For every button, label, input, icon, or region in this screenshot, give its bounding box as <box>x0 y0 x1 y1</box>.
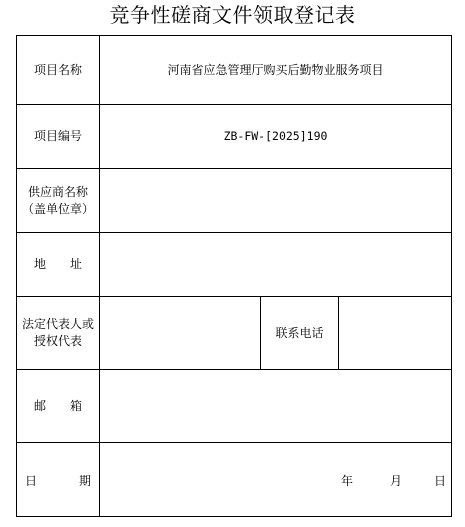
representative-label <box>17 297 99 369</box>
date-year-label: 年 <box>341 474 354 488</box>
project-name-label: 项目名称 <box>33 62 82 77</box>
phone-field[interactable] <box>339 297 451 369</box>
representative-label-line2: 授权代表 <box>33 334 82 348</box>
email-label-char1: 邮 <box>33 398 46 413</box>
email-field[interactable] <box>100 370 451 442</box>
date-field[interactable] <box>100 443 451 516</box>
date-label <box>17 443 99 516</box>
project-number-label: 项目编号 <box>33 129 82 143</box>
registration-table <box>16 35 452 517</box>
project-number-value[interactable]: ZB-FW-[2025]190 <box>223 129 328 143</box>
document-title: 竞争性磋商文件领取登记表 <box>109 3 356 27</box>
table-border-right <box>451 35 452 517</box>
representative-field[interactable] <box>100 297 260 369</box>
phone-label: 联系电话 <box>275 325 324 340</box>
supplier-label-line1: 供应商名称 <box>27 184 88 199</box>
email-label <box>17 370 99 442</box>
supplier-label <box>17 169 99 232</box>
address-field[interactable] <box>100 233 451 296</box>
date-label-char1: 日 <box>25 474 38 488</box>
project-name-value[interactable]: 河南省应急管理厅购买后勤物业服务项目 <box>167 62 384 77</box>
address-label-char1: 地 <box>33 257 46 271</box>
address-label-char2: 址 <box>70 257 83 271</box>
email-label-char2: 箱 <box>70 398 83 413</box>
table-border-bottom <box>16 516 452 517</box>
representative-label-line1: 法定代表人或 <box>21 317 94 331</box>
date-label-char2: 期 <box>79 474 92 488</box>
address-label <box>17 233 99 296</box>
date-day-label: 日 <box>434 474 447 488</box>
date-month-label: 月 <box>390 474 403 488</box>
supplier-name-field[interactable] <box>100 169 451 232</box>
supplier-label-line2: （盖单位章） <box>21 201 94 216</box>
